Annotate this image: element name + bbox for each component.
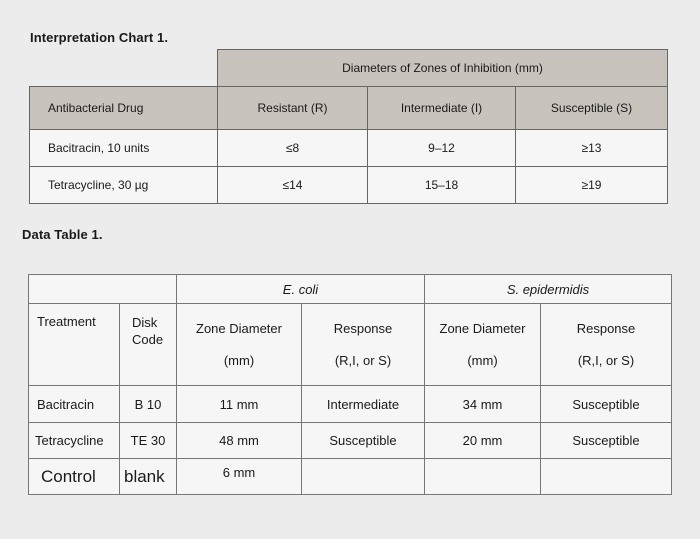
antibacterial-drug-header: Antibacterial Drug bbox=[30, 86, 218, 129]
table-row bbox=[30, 129, 668, 166]
sepi-response-cell: Susceptible bbox=[541, 386, 672, 423]
drug-name: Tetracycline, 30 µg bbox=[30, 166, 218, 203]
resistant-value: ≤8 bbox=[218, 129, 368, 166]
treatment-cell: Bacitracin bbox=[29, 386, 120, 423]
table-row bbox=[29, 459, 672, 495]
sepi-response-cell: Susceptible bbox=[541, 423, 672, 459]
response-label: Response bbox=[576, 320, 636, 336]
chart-corner bbox=[30, 50, 218, 87]
interpretation-chart-title: Interpretation Chart 1. bbox=[30, 30, 169, 45]
zone-diameter-group-header: Diameters of Zones of Inhibition (mm) bbox=[218, 50, 668, 87]
disk-code-cell: B 10 bbox=[120, 386, 177, 423]
disk-code-cell: blank bbox=[120, 459, 177, 495]
intermediate-value: 15–18 bbox=[368, 166, 516, 203]
intermediate-header: Intermediate (I) bbox=[368, 86, 516, 129]
zone-unit-label: (mm) bbox=[467, 352, 498, 368]
susceptible-value: ≥19 bbox=[516, 166, 668, 203]
table-row bbox=[29, 386, 672, 423]
response-unit-label: (R,I, or S) bbox=[577, 352, 635, 368]
ecoli-zone-cell: 48 mm bbox=[177, 423, 302, 459]
ecoli-header: E. coli bbox=[177, 275, 425, 304]
ecoli-response-cell bbox=[302, 459, 425, 495]
drug-name: Bacitracin, 10 units bbox=[30, 129, 218, 166]
disk-code-header bbox=[120, 304, 177, 386]
table-row bbox=[30, 166, 668, 203]
zone-diameter-label: Zone Diameter bbox=[439, 320, 526, 336]
treatment-cell: Control bbox=[29, 459, 120, 495]
ecoli-response-header bbox=[302, 304, 425, 386]
response-unit-label: (R,I, or S) bbox=[334, 352, 392, 368]
zone-unit-label: (mm) bbox=[223, 352, 255, 368]
treatment-header: Treatment bbox=[29, 304, 120, 386]
sepi-zone-header bbox=[425, 304, 541, 386]
ecoli-zone-header bbox=[177, 304, 302, 386]
resistant-header: Resistant (R) bbox=[218, 86, 368, 129]
sepidermidis-header: S. epidermidis bbox=[425, 275, 672, 304]
data-table-corner bbox=[29, 275, 177, 304]
ecoli-zone-cell: 6 mm bbox=[177, 459, 302, 495]
susceptible-value: ≥13 bbox=[516, 129, 668, 166]
sepi-response-cell bbox=[541, 459, 672, 495]
interpretation-chart bbox=[29, 49, 668, 204]
table-row bbox=[29, 423, 672, 459]
intermediate-value: 9–12 bbox=[368, 129, 516, 166]
sepi-zone-cell: 20 mm bbox=[425, 423, 541, 459]
disk-code-header-text: Disk Code bbox=[132, 315, 164, 347]
zone-diameter-label: Zone Diameter bbox=[196, 320, 282, 336]
ecoli-zone-cell: 11 mm bbox=[177, 386, 302, 423]
disk-code-cell: TE 30 bbox=[120, 423, 177, 459]
ecoli-response-cell: Intermediate bbox=[302, 386, 425, 423]
treatment-cell: Tetracycline bbox=[29, 423, 120, 459]
susceptible-header: Susceptible (S) bbox=[516, 86, 668, 129]
ecoli-response-cell: Susceptible bbox=[302, 423, 425, 459]
response-label: Response bbox=[333, 320, 393, 336]
sepi-zone-cell: 34 mm bbox=[425, 386, 541, 423]
resistant-value: ≤14 bbox=[218, 166, 368, 203]
data-table bbox=[28, 274, 672, 495]
data-table-title: Data Table 1. bbox=[22, 227, 103, 242]
sepi-response-header bbox=[541, 304, 672, 386]
sepi-zone-cell bbox=[425, 459, 541, 495]
